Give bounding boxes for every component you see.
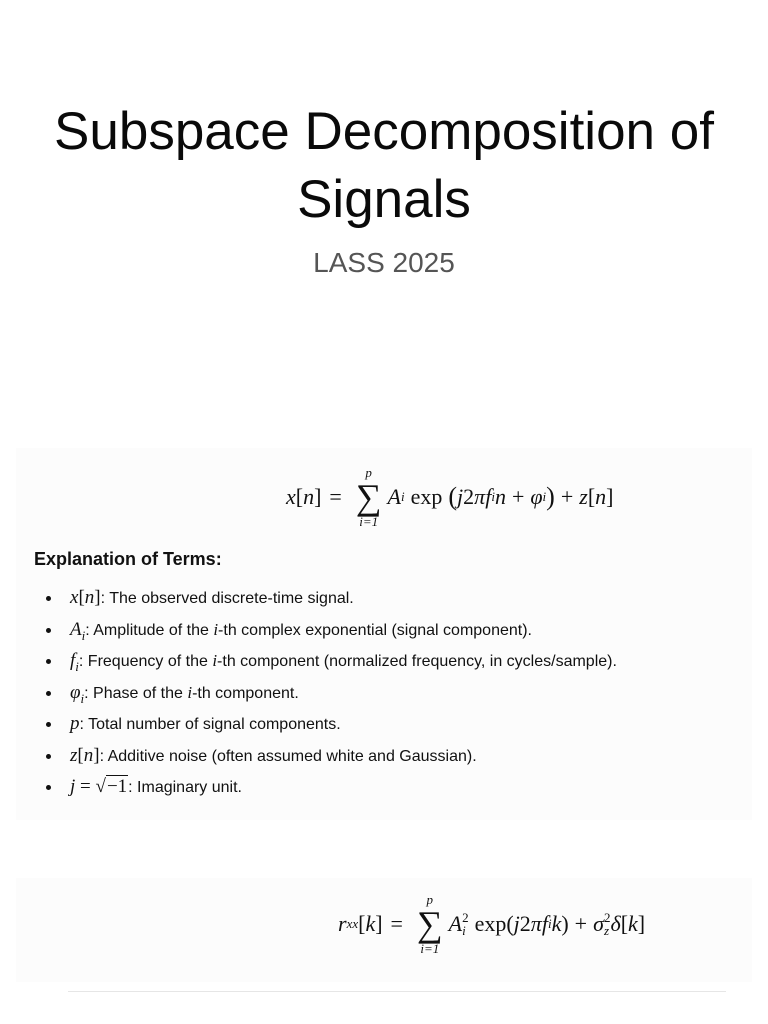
divider (68, 991, 726, 992)
list-item (34, 773, 617, 805)
sum-lower-limit: i=1 (359, 514, 379, 529)
term-description: : Additive noise (often assumed white and Gaussian). (99, 747, 477, 765)
explanation-heading: Explanation of Terms: (34, 549, 222, 569)
list-item (34, 584, 617, 616)
equals-sign: = (390, 911, 403, 936)
summation-symbol: p ∑ i=1 (416, 892, 443, 956)
term-symbol: $\varphi_i$ (70, 681, 85, 706)
term-description: : The observed discrete-time signal. (100, 590, 354, 607)
signal-model-equation: x [ n ] = p ∑ i=1 A i exp ( j 2 π f i n + φ i ) + z [ n ] (286, 465, 614, 529)
slide-subtitle: LASS 2025 (313, 247, 455, 278)
term-symbol: j = √−1 (70, 776, 128, 797)
equation-lhs: r (338, 911, 347, 936)
term-description: : Frequency of the i-th component (normalized frequency, in cycles/sample). (78, 651, 617, 670)
term-symbol: z[n] (70, 744, 100, 766)
term-description: : Total number of signal components. (79, 716, 341, 733)
equals-sign: = (329, 484, 342, 509)
term-description: : Phase of the i-th component. (84, 682, 299, 702)
term-description: : Amplitude of the i-th complex exponential (signal component). (85, 619, 532, 639)
sum-lower-limit: i=1 (420, 941, 440, 956)
list-item (34, 647, 617, 679)
term-symbol: $A_i$ (70, 618, 86, 643)
list-item (34, 742, 617, 774)
term-symbol: p (70, 713, 80, 734)
terms-list (34, 584, 617, 805)
sum-upper-limit: p (365, 465, 372, 480)
summation-symbol: p ∑ i=1 (355, 465, 382, 529)
term-symbol: $f_i$ (70, 650, 79, 674)
autocorrelation-equation: r xx [ k ] = p ∑ i=1 A 2 i exp( j 2 π f i k ) + σ 2 z δ [ k ] (338, 892, 646, 956)
slide-title: Subspace Decomposition of Signals (54, 102, 714, 229)
list-item (34, 679, 617, 711)
list-item (34, 710, 617, 742)
equation-lhs: x (286, 484, 296, 509)
list-item (34, 616, 617, 648)
sum-upper-limit: p (426, 892, 434, 907)
term-symbol: x[n] (70, 587, 101, 608)
term-description: : Imaginary unit. (128, 779, 242, 796)
